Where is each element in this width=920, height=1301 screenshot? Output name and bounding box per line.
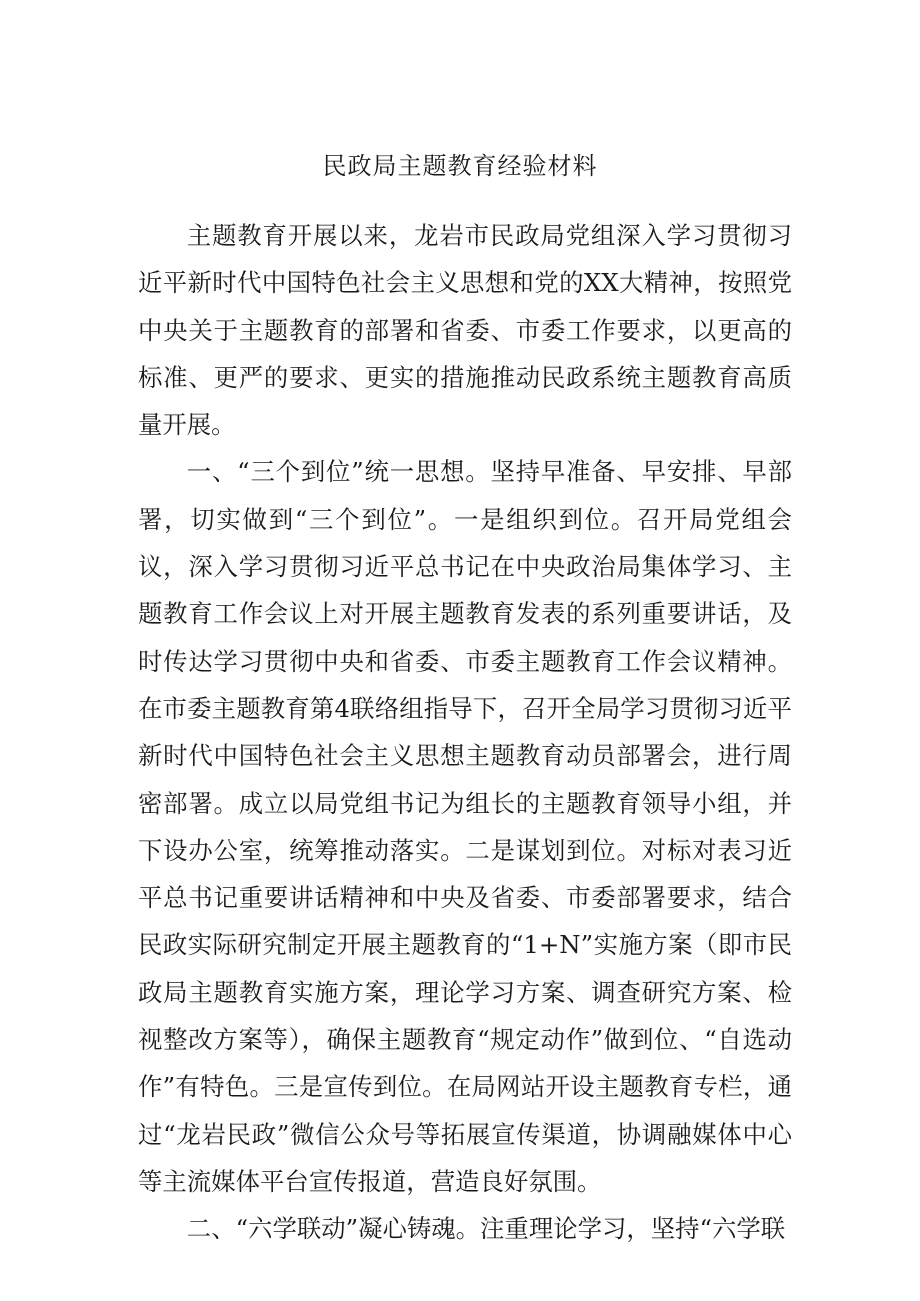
document-body (138, 212, 792, 1253)
document-title: 民政局主题教育经验材料 (322, 152, 598, 180)
paragraph-section-two: 二、“六学联动”凝心铸魂。注重理论学习，坚持“六学联 (186, 1214, 786, 1244)
paragraph-section-one: 一、“三个到位”统一思想。坚持早准备、早安排、早部署，切实做到“三个到位”。一是组织到位。召开局党组会议，深入学习贯彻习近平总书记在中央政治局集体学习、主题教育工作会议上对开展主题教育发表的系列重要讲话，及时传达学习贯彻中央和省委、市委主题教育工作会议精神。在市委主题教育第4联络组指导下，召开全局学习贯彻习近平新时代中国特色社会主义思想主题教育动员部署会，进行周密部署。成立以局党组书记为组长的主题教育领导小组，并下设办公室，统筹推动落实。二是谋划到位。对标对表习近平总书记重要讲话精神和中央及省委、市委部署要求，结合民政实际研究制定开展主题教育的“1+N”实施方案（即市民政局主题教育实施方案，理论学习方案、调查研究方案、检视整改方案等），确保主题教育“规定动作”做到位、“自选动作”有特色。三是宣传到位。在局网站开设主题教育专栏，通过“龙岩民政”微信公众号等拓展宣传渠道，协调融媒体中心等主流媒体平台宣传报道，营造良好氛围。 (138, 457, 792, 1196)
paragraph-intro: 主题教育开展以来，龙岩市民政局党组深入学习贯彻习近平新时代中国特色社会主义思想和党的XX大精神，按照党中央关于主题教育的部署和省委、市委工作要求，以更高的标准、更严的要求、更实的措施推动民政系统主题教育高质量开展。 (138, 221, 792, 440)
